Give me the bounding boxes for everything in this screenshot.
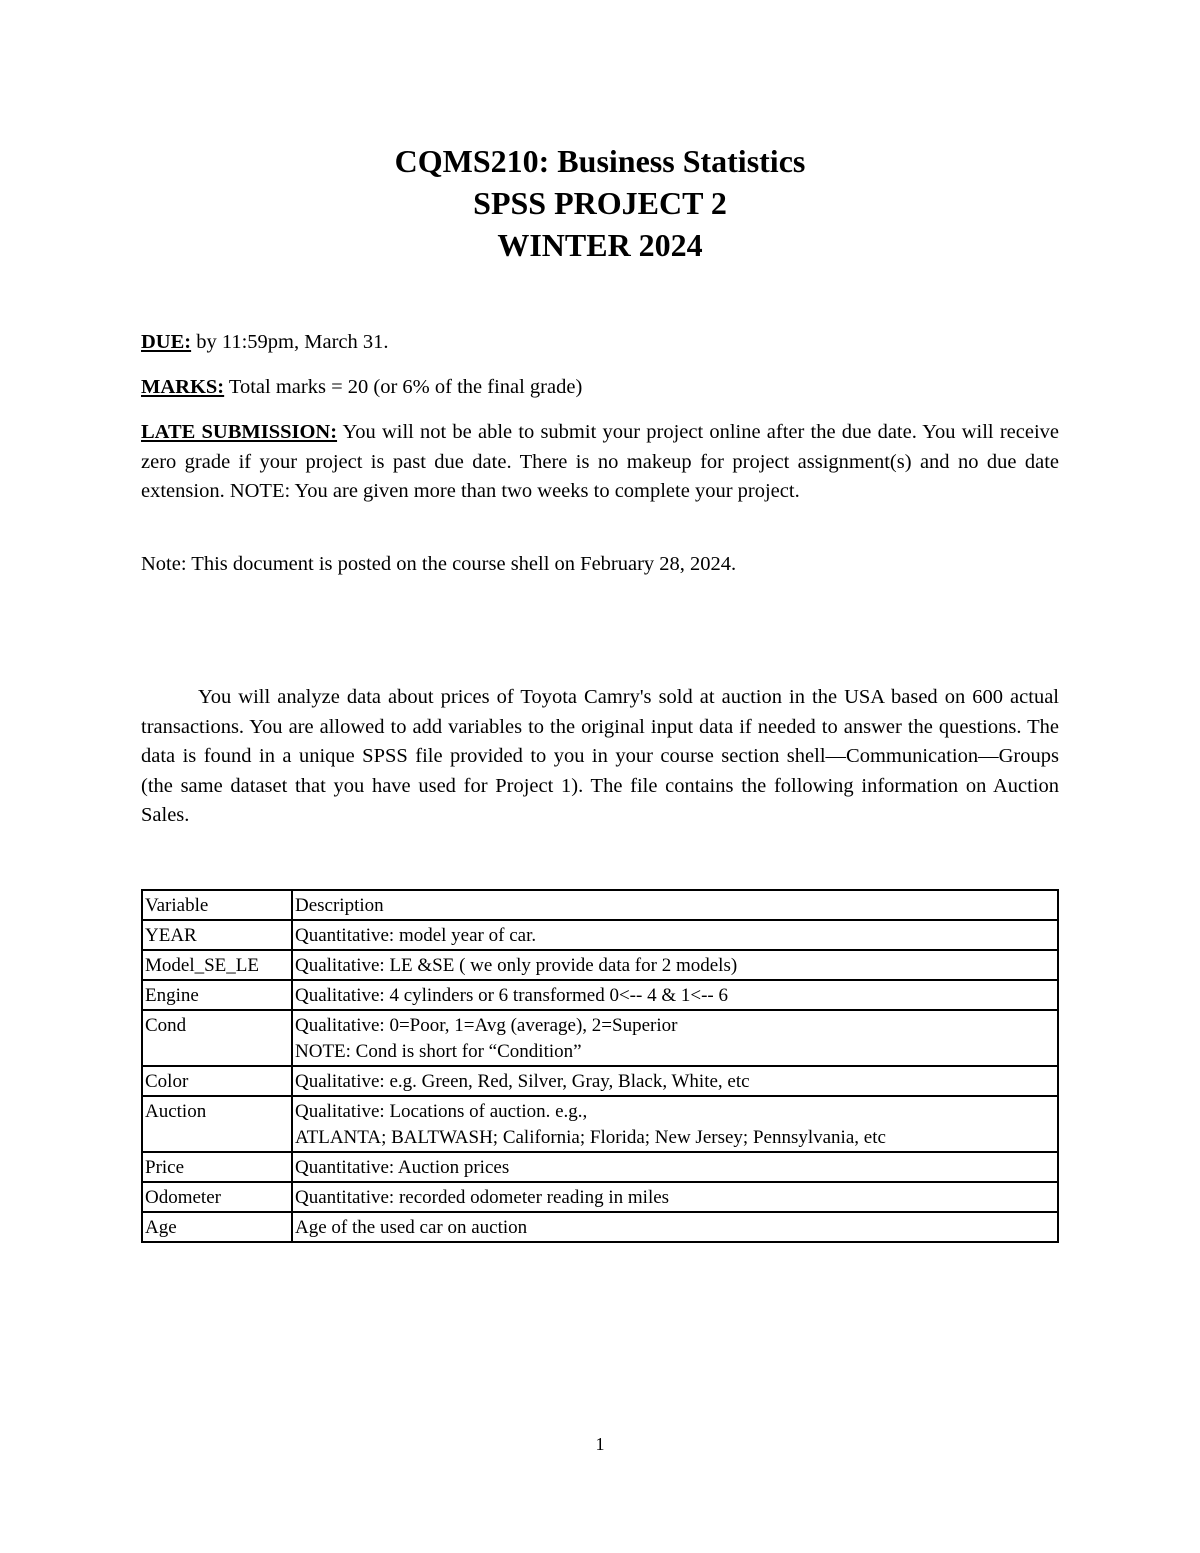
- header-variable: Variable: [142, 890, 292, 920]
- variable-description-cell: [292, 950, 1058, 980]
- description-line: Qualitative: LE &SE ( we only provide data for 2 models): [295, 955, 738, 976]
- variable-description-cell: [292, 1010, 1058, 1066]
- table-row: [142, 1152, 1058, 1182]
- variable-name-cell: Color: [142, 1066, 292, 1096]
- variable-name-cell: Engine: [142, 980, 292, 1010]
- description-line: Qualitative: Locations of auction. e.g.,: [295, 1101, 588, 1122]
- variable-name-cell: Auction: [142, 1096, 292, 1152]
- description-line: Qualitative: 0=Poor, 1=Avg (average), 2=Superior: [295, 1015, 678, 1036]
- due-text: by 11:59pm, March 31.: [191, 331, 389, 353]
- variable-description-cell: [292, 1096, 1058, 1152]
- description-line: Quantitative: Auction prices: [295, 1157, 510, 1178]
- variables-table: [141, 889, 1059, 1243]
- late-submission-text: You will not be able to submit your project online after the due date. You will receive zero grade if your project is past due date. There is no makeup for project assignment(s) and no due date extension. NOTE: You are given more than two weeks to complete your project.: [141, 421, 1059, 502]
- table-row: [142, 950, 1058, 980]
- due-label: DUE:: [141, 331, 192, 353]
- table-row: [142, 920, 1058, 950]
- table-row: [142, 1096, 1058, 1152]
- table-row: [142, 1182, 1058, 1212]
- table-row: [142, 1010, 1058, 1066]
- description-line: Qualitative: 4 cylinders or 6 transformed 0<-- 4 & 1<-- 6: [295, 985, 728, 1006]
- variable-name-cell: Model_SE_LE: [142, 950, 292, 980]
- table-row: [142, 1212, 1058, 1242]
- due-paragraph: [141, 328, 1059, 358]
- intro-paragraph: You will analyze data about prices of Toyota Camry's sold at auction in the USA based on 600 actual transactions. You are allowed to add variables to the original input data if needed to answer the questions. The data is found in a unique SPSS file provided to you in your course section shell—Communication—Groups (the same dataset that you have used for Project 1). The file contains the following information on Auction Sales.: [141, 686, 1059, 826]
- table-row: [142, 1066, 1058, 1096]
- marks-paragraph: [141, 373, 1059, 403]
- course-title: CQMS210: Business Statistics: [394, 143, 806, 179]
- title-block: [0, 140, 1200, 266]
- table-row: [142, 980, 1058, 1010]
- variable-name-cell: Price: [142, 1152, 292, 1182]
- late-submission-label: LATE SUBMISSION:: [141, 421, 338, 443]
- posting-note: Note: This document is posted on the course shell on February 28, 2024.: [141, 553, 737, 575]
- description-line: Quantitative: recorded odometer reading in miles: [295, 1187, 670, 1208]
- variable-description-cell: [292, 1182, 1058, 1212]
- marks-label: MARKS:: [141, 376, 225, 398]
- variable-description-cell: [292, 980, 1058, 1010]
- variable-description-cell: [292, 1212, 1058, 1242]
- variable-description-cell: [292, 920, 1058, 950]
- marks-text: Total marks = 20 (or 6% of the final grade): [224, 376, 583, 398]
- late-submission-paragraph: [141, 418, 1059, 507]
- variable-name-cell: Age: [142, 1212, 292, 1242]
- header-description: Description: [292, 890, 1058, 920]
- project-title: SPSS PROJECT 2: [473, 185, 727, 221]
- term-title: WINTER 2024: [497, 227, 703, 263]
- description-line: ATLANTA; BALTWASH; California; Florida; New Jersey; Pennsylvania, etc: [295, 1127, 886, 1148]
- variable-name-cell: YEAR: [142, 920, 292, 950]
- description-line: Qualitative: e.g. Green, Red, Silver, Gray, Black, White, etc: [295, 1071, 750, 1092]
- description-line: NOTE: Cond is short for “Condition”: [295, 1041, 582, 1062]
- variable-name-cell: Odometer: [142, 1182, 292, 1212]
- description-line: Age of the used car on auction: [295, 1217, 528, 1238]
- page-number: 1: [595, 1434, 605, 1454]
- table-header-row: [142, 890, 1058, 920]
- description-line: Quantitative: model year of car.: [295, 925, 537, 946]
- variable-description-cell: [292, 1152, 1058, 1182]
- variable-name-cell: Cond: [142, 1010, 292, 1066]
- variable-description-cell: [292, 1066, 1058, 1096]
